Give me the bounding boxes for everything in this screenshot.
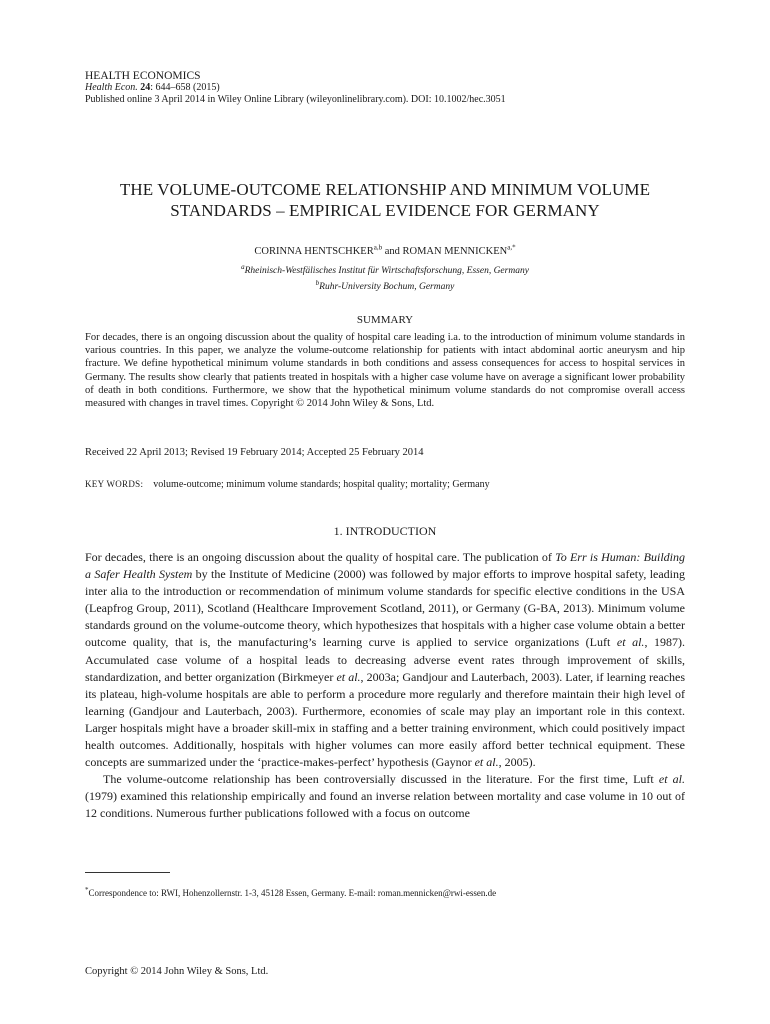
keywords-list: volume-outcome; minimum volume standards; hospital quality; mortality; Germany xyxy=(153,479,490,490)
affiliation-text: Ruhr-University Bochum, Germany xyxy=(319,282,455,292)
author-list xyxy=(0,243,770,257)
citation-pages: : 644–658 (2015) xyxy=(150,82,220,93)
journal-name: HEALTH ECONOMICS xyxy=(85,70,201,82)
footnote-mark: * xyxy=(85,886,89,894)
etal: et al. xyxy=(616,635,645,650)
author-2: ROMAN MENNICKEN xyxy=(402,246,508,257)
text-span: , 2005). xyxy=(498,755,536,770)
citation-line xyxy=(85,82,506,94)
keywords-label: KEY WORDS: xyxy=(85,479,144,489)
text-span: by the Institute of Medicine (2000) was followed by major efforts to improve hospital safety, leading inter alia to the introduction or recommendation of minimum volume standards for specific elective conditions in the USA (Leapfrog Group, 2011), Scotland (Healthcare Improvement Scotland, 2011), or Germany (G-BA, 2013). Minimum volume standards ground on the volume-outcome theory, which hypothesizes that hospitals with a higher case volume obtain a better outcome quality, that is, the manufacturing’s learning curve is applied to service organizations (Luft xyxy=(85,567,686,650)
paragraph xyxy=(85,771,685,822)
text-span: For decades, there is an ongoing discussion about the quality of hospital care. The publication of xyxy=(85,550,556,564)
summary-text: For decades, there is an ongoing discussion about the quality of hospital care leading i.a. to the introduction of minimum volume standards in various countries. In this paper, we analyze the volume-outcome relationship for patients with intact abdominal aortic aneurysm and hip fracture. We define hypothetical minimum volume standards in both conditions and assess consequences for access to hospital services in Germany. The results show clearly that patients treated in hospitals with a higher case volume have on average a significant lower probability of death in both conditions. Furthermore, we show that the hypothetical minimum volume standards do not compromise overall access measured with changes in travel times. Copyright © 2014 John Wiley & Sons, Ltd. xyxy=(85,332,685,410)
author-2-affil: a,* xyxy=(507,243,516,252)
text-span: (1979) examined this relationship empirically and found an inverse relation between mortality and case volume in 10 out of 12 conditions. Numerous further publications followed with a focus on outcome xyxy=(85,789,685,821)
affiliation-a xyxy=(0,262,770,276)
author-1-affil: a,b xyxy=(373,243,383,252)
title-line-2: STANDARDS – EMPIRICAL EVIDENCE FOR GERMANY xyxy=(170,201,600,220)
summary-heading: SUMMARY xyxy=(356,314,414,326)
published-line: Published online 3 April 2014 in Wiley Online Library (wileyonlinelibrary.com). DOI: 10.1002/hec.3051 xyxy=(85,93,506,105)
text-span: , 1987). Accumulated case volume of a hospital leads to decreasing adverse event rates through improvement of skills, standardization, and better organization (Birkmeyer xyxy=(85,635,685,684)
copyright: Copyright © 2014 John Wiley & Sons, Ltd. xyxy=(85,966,269,977)
etal: et al. xyxy=(474,755,499,770)
text-span: , 2003a; Gandjour and Lauterbach, 2003). Later, if learning reaches its plateau, high-volume hospitals are able to perform a procedure more regularly and therefore maintain their high level of learning (Gandjour and Lauterbach, 2003). Furthermore, economies of scale may play an important role in this context. Larger hospitals might have a broader skill-mix in staffing and a better training environment, which could positively impact health outcomes. Additionally, hospitals with higher volumes can more easily afford better technical equipment. These concepts are summarized under the ‘practice-makes-perfect’ hypothesis (Gaynor xyxy=(85,669,686,770)
footnote-text: Correspondence to: RWI, Hohenzollernstr. 1-3, 45128 Essen, Germany. E-mail: roman.mennicken@rwi-essen.de xyxy=(88,888,497,898)
section-heading: 1. INTRODUCTION xyxy=(333,524,437,538)
author-and: and xyxy=(382,246,403,257)
footnote-rule xyxy=(85,872,170,873)
body-text xyxy=(85,549,685,823)
title-line-1: THE VOLUME-OUTCOME RELATIONSHIP AND MINIMUM VOLUME xyxy=(119,180,651,199)
affiliation-text: Rheinisch-Westfälisches Institut für Wirtschaftsforschung, Essen, Germany xyxy=(244,266,529,276)
footnote xyxy=(85,888,496,898)
keywords xyxy=(85,479,490,490)
etal: et al. xyxy=(336,669,361,684)
affiliation-mark: b xyxy=(315,278,320,287)
author-1: CORINNA HENTSCHKER xyxy=(254,246,374,257)
etal: et al. xyxy=(658,772,685,787)
journal-header xyxy=(85,70,506,105)
citation-volume: 24 xyxy=(140,82,151,93)
text-span: The volume-outcome relationship has been controversially discussed in the literature. For the first time, Luft xyxy=(103,772,659,787)
affiliation-mark: a xyxy=(241,262,245,271)
citation-journal: Health Econ. xyxy=(85,82,138,93)
paper-title xyxy=(60,179,710,221)
book-title: To Err is Human: Building a Safer Health System xyxy=(85,550,685,582)
paragraph xyxy=(85,549,685,771)
received-dates: Received 22 April 2013; Revised 19 February 2014; Accepted 25 February 2014 xyxy=(85,447,424,458)
affiliation-b xyxy=(0,278,770,292)
